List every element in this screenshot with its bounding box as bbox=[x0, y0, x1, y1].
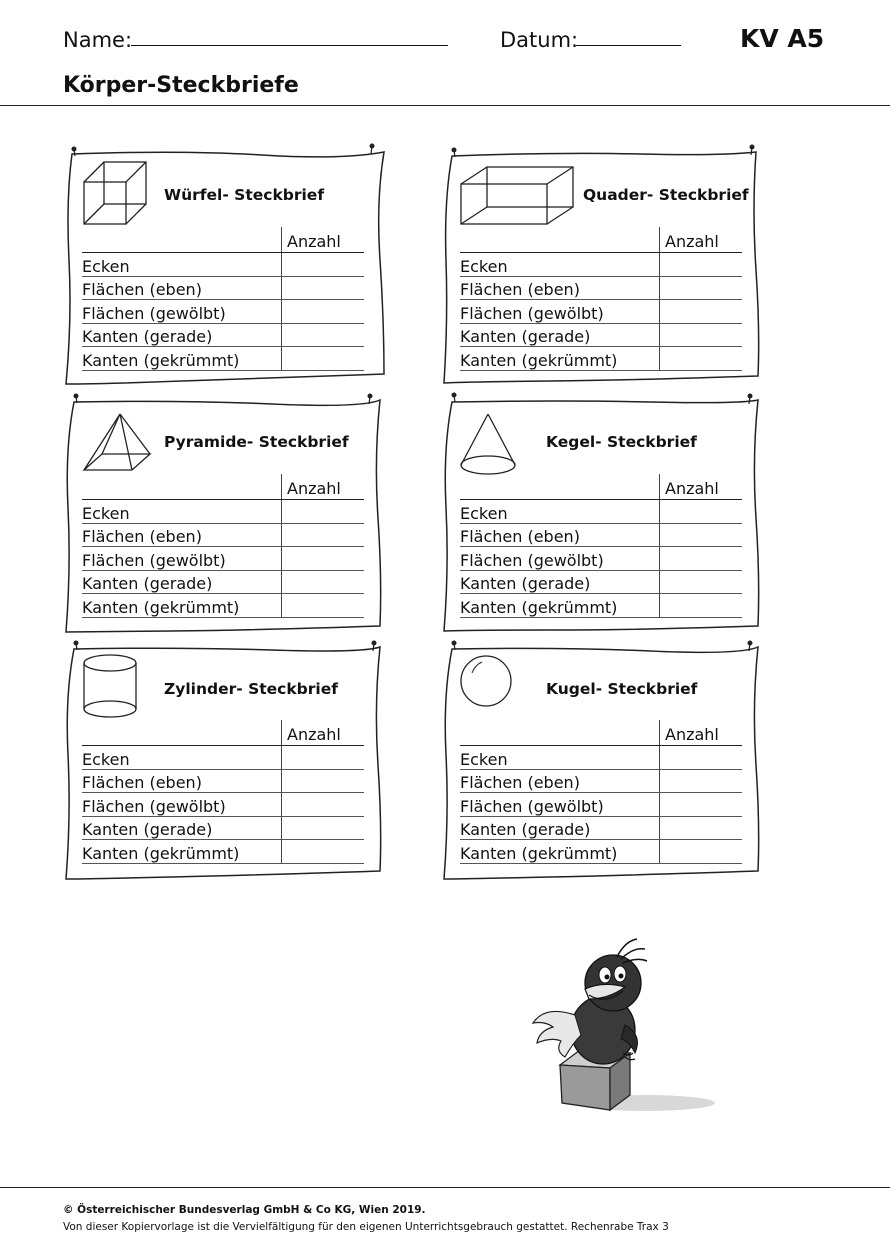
row-label: Ecken bbox=[460, 256, 508, 276]
table-row[interactable] bbox=[460, 571, 742, 595]
table-header bbox=[82, 725, 364, 746]
table-row[interactable] bbox=[460, 547, 742, 571]
cube-icon bbox=[80, 158, 152, 230]
table-row[interactable] bbox=[460, 253, 742, 277]
table-row[interactable] bbox=[82, 817, 364, 841]
date-field[interactable] bbox=[576, 45, 681, 46]
raven-on-box-illustration bbox=[525, 935, 725, 1120]
table-row[interactable] bbox=[460, 770, 742, 794]
table-row[interactable] bbox=[82, 840, 364, 864]
cylinder-icon bbox=[80, 651, 140, 721]
card-pyramide bbox=[62, 388, 402, 638]
row-label: Kanten (gekrümmt) bbox=[460, 350, 618, 370]
table-header bbox=[460, 232, 742, 253]
usage-note: Von dieser Kopiervorlage ist die Vervielfältigung für den eigenen Unterrichtsgebrauch gestattet. Rechenrabe Trax 3 bbox=[63, 1221, 669, 1233]
pyramid-icon bbox=[80, 410, 154, 474]
row-label: Ecken bbox=[82, 503, 130, 523]
row-label: Kanten (gerade) bbox=[82, 820, 213, 840]
table-header bbox=[82, 479, 364, 500]
property-table bbox=[82, 479, 364, 618]
row-label: Ecken bbox=[82, 256, 130, 276]
row-label: Kanten (gerade) bbox=[82, 327, 213, 347]
count-column-header: Anzahl bbox=[665, 725, 719, 744]
row-label: Kanten (gekrümmt) bbox=[460, 597, 618, 617]
table-row[interactable] bbox=[460, 817, 742, 841]
card-title: Kegel- Steckbrief bbox=[546, 433, 697, 451]
table-row[interactable] bbox=[82, 547, 364, 571]
row-label: Kanten (gerade) bbox=[460, 327, 591, 347]
table-row[interactable] bbox=[460, 840, 742, 864]
table-row[interactable] bbox=[82, 277, 364, 301]
row-label: Kanten (gekrümmt) bbox=[82, 843, 240, 863]
row-label: Kanten (gekrümmt) bbox=[460, 843, 618, 863]
card-title: Zylinder- Steckbrief bbox=[164, 680, 338, 698]
table-row[interactable] bbox=[82, 746, 364, 770]
table-row[interactable] bbox=[460, 324, 742, 348]
row-label: Kanten (gerade) bbox=[82, 574, 213, 594]
row-label: Flächen (gewölbt) bbox=[82, 796, 226, 816]
card-kugel bbox=[440, 635, 780, 885]
cuboid-icon bbox=[458, 164, 580, 228]
card-title: Kugel- Steckbrief bbox=[546, 680, 698, 698]
row-label: Flächen (gewölbt) bbox=[460, 550, 604, 570]
footer-divider bbox=[0, 1187, 890, 1188]
card-quader bbox=[440, 140, 780, 390]
row-label: Flächen (gewölbt) bbox=[82, 550, 226, 570]
cone-icon bbox=[458, 410, 520, 476]
count-column-header: Anzahl bbox=[665, 479, 719, 498]
row-label: Flächen (eben) bbox=[460, 527, 580, 547]
table-row[interactable] bbox=[82, 347, 364, 371]
table-row[interactable] bbox=[460, 500, 742, 524]
header-divider bbox=[0, 105, 890, 106]
row-label: Kanten (gerade) bbox=[460, 820, 591, 840]
table-header bbox=[460, 479, 742, 500]
row-label: Flächen (eben) bbox=[460, 773, 580, 793]
name-label: Name: bbox=[63, 28, 133, 52]
table-row[interactable] bbox=[460, 793, 742, 817]
card-zylinder bbox=[62, 635, 402, 885]
property-table bbox=[460, 725, 742, 864]
property-table bbox=[82, 232, 364, 371]
table-header bbox=[460, 725, 742, 746]
table-row[interactable] bbox=[460, 347, 742, 371]
table-row[interactable] bbox=[82, 300, 364, 324]
table-row[interactable] bbox=[82, 324, 364, 348]
card-title: Pyramide- Steckbrief bbox=[164, 433, 349, 451]
row-label: Flächen (eben) bbox=[82, 527, 202, 547]
row-label: Ecken bbox=[460, 749, 508, 769]
row-label: Kanten (gerade) bbox=[460, 574, 591, 594]
row-label: Flächen (eben) bbox=[82, 773, 202, 793]
count-column-header: Anzahl bbox=[665, 232, 719, 251]
sphere-icon bbox=[458, 653, 514, 709]
count-column-header: Anzahl bbox=[287, 479, 341, 498]
row-label: Ecken bbox=[82, 749, 130, 769]
table-row[interactable] bbox=[460, 300, 742, 324]
table-row[interactable] bbox=[82, 253, 364, 277]
row-label: Flächen (gewölbt) bbox=[460, 303, 604, 323]
row-label: Flächen (gewölbt) bbox=[460, 796, 604, 816]
table-header bbox=[82, 232, 364, 253]
card-title: Quader- Steckbrief bbox=[583, 186, 749, 204]
table-row[interactable] bbox=[460, 746, 742, 770]
table-row[interactable] bbox=[82, 594, 364, 618]
count-column-header: Anzahl bbox=[287, 725, 341, 744]
card-title: Würfel- Steckbrief bbox=[164, 186, 325, 204]
property-table bbox=[82, 725, 364, 864]
table-row[interactable] bbox=[82, 571, 364, 595]
name-field[interactable] bbox=[131, 45, 448, 46]
table-row[interactable] bbox=[460, 524, 742, 548]
page-title: Körper-Steckbriefe bbox=[63, 73, 299, 98]
copyright-text: © Österreichischer Bundesverlag GmbH & Co KG, Wien 2019. bbox=[63, 1204, 426, 1216]
property-table bbox=[460, 232, 742, 371]
table-row[interactable] bbox=[460, 594, 742, 618]
table-row[interactable] bbox=[82, 500, 364, 524]
row-label: Flächen (gewölbt) bbox=[82, 303, 226, 323]
table-row[interactable] bbox=[82, 770, 364, 794]
row-label: Flächen (eben) bbox=[460, 280, 580, 300]
worksheet-code: KV A5 bbox=[740, 24, 825, 53]
table-row[interactable] bbox=[460, 277, 742, 301]
card-kegel bbox=[440, 388, 780, 638]
row-label: Kanten (gekrümmt) bbox=[82, 597, 240, 617]
row-label: Flächen (eben) bbox=[82, 280, 202, 300]
property-table bbox=[460, 479, 742, 618]
row-label: Ecken bbox=[460, 503, 508, 523]
date-label: Datum: bbox=[500, 28, 579, 52]
card-wuerfel bbox=[62, 140, 402, 390]
table-row[interactable] bbox=[82, 524, 364, 548]
row-label: Kanten (gekrümmt) bbox=[82, 350, 240, 370]
count-column-header: Anzahl bbox=[287, 232, 341, 251]
table-row[interactable] bbox=[82, 793, 364, 817]
